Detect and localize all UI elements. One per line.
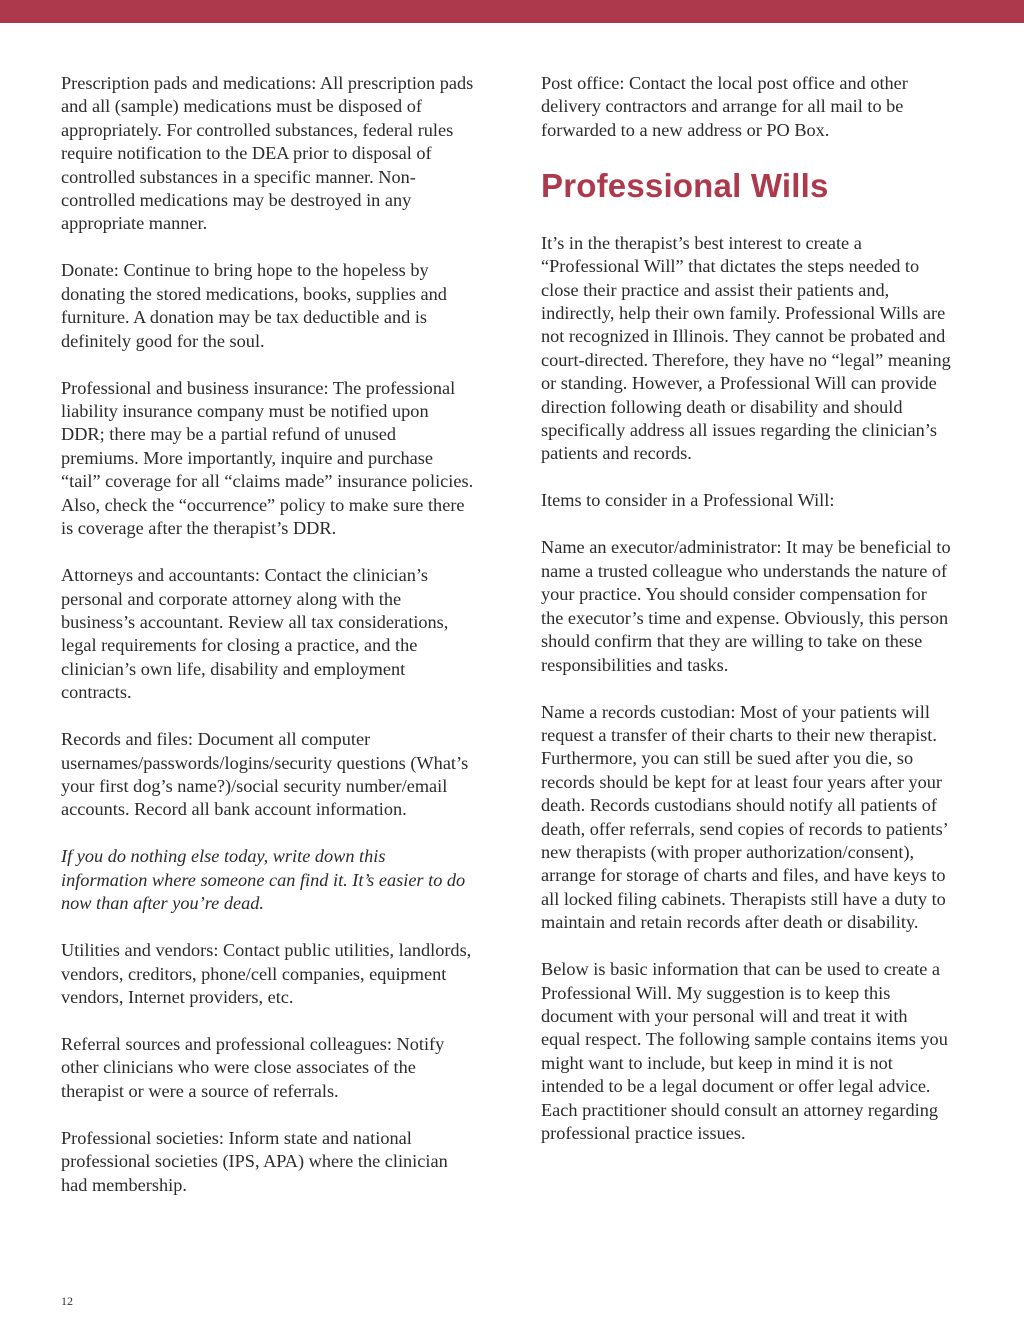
paragraph-professional-societies: Professional societies: Inform state and national professional societies (IPS, APA) where the clinician had membership. [61, 1127, 448, 1195]
paragraph-attorneys: Attorneys and accountants: Contact the clinician’s personal and corporate attorney along with the business’s accountant. Review all tax considerations, legal requirements for closing a practice, and the clinician’s own life, disability and employment contracts. [61, 565, 449, 703]
paragraph-donate: Donate: Continue to bring hope to the hopeless by donating the stored medications, books, supplies and furniture. A donation may be tax deductible and is definitely good for the soul. [61, 260, 447, 351]
header-accent-bar [0, 0, 1024, 23]
paragraph-italic-note: If you do nothing else today, write down this information where someone can find it. It’s easier to do now than after you’re dead. [61, 846, 466, 914]
paragraph-post-office: Post office: Contact the local post office and other delivery contractors and arrange for all mail to be forwarded to a new address or PO Box. [541, 73, 908, 140]
paragraph-records-files: Records and files: Document all computer usernames/passwords/logins/security questions (What’s your first dog’s name?)/social security number/email accounts. Record all bank account information. [61, 729, 469, 820]
left-column [61, 72, 476, 1221]
paragraph-prescription-pads: Prescription pads and medications: All prescription pads and all (sample) medications must be disposed of appropriately. For controlled substances, federal rules require notification to the DEA prior to disposal of controlled substances in a specific manner. Non-controlled medications may be destroyed in any appropriate manner. [61, 73, 474, 234]
paragraph-referral-sources: Referral sources and professional colleagues: Notify other clinicians who were close associates of the therapist or were a source of referrals. [61, 1033, 445, 1101]
paragraph-professional-will-intro: It’s in the therapist’s best interest to create a “Professional Will” that dictates the steps needed to close their practice and assist their patients and, indirectly, help their own family. Professional Wills are not recognized in Illinois. They cannot be probated and court-directed. Therefore, they have no “legal” meaning or standing. However, a Professional Will can provide direction following death or disability and should specifically address all issues regarding the clinician’s patients and records. [541, 232, 951, 464]
paragraph-executor: Name an executor/administrator: It may be beneficial to name a trusted colleague who understands the nature of your practice. You should consider compensation for the executor’s time and expense. Obviously, this person should confirm that they are willing to take on these responsibilities and tasks. [541, 537, 951, 675]
paragraph-basic-information: Below is basic information that can be used to create a Professional Will. My suggestion is to keep this document with your personal will and treat it with equal respect. The following sample contains items you might want to include, but keep in mind it is not intended to be a legal document or offer legal advice. Each practitioner should consult an attorney regarding professional practice issues. [541, 959, 948, 1143]
paragraph-utilities: Utilities and vendors: Contact public utilities, landlords, vendors, creditors, phone/cell companies, equipment vendors, Internet providers, etc. [61, 940, 472, 1007]
section-heading: Professional Wills [541, 166, 829, 204]
right-column [541, 72, 951, 1169]
paragraph-records-custodian: Name a records custodian: Most of your patients will request a transfer of their charts to their new therapist. Furthermore, you can still be sued after you die, so records should be kept for at least four years after your death. Records custodians should notify all patients of death, offer referrals, send copies of records to patients’ new therapists (with proper authorization/consent), arrange for storage of charts and files, and have keys to all locked filing cabinets. Therapists still have a duty to maintain and retain records after death or disability. [541, 701, 948, 933]
paragraph-items-to-consider: Items to consider in a Professional Will: [541, 490, 835, 511]
page-number: 12 [61, 1294, 73, 1308]
paragraph-insurance: Professional and business insurance: The professional liability insurance company must be notified upon DDR; there may be a partial refund of unused premiums. More importantly, inquire and purchase “tail” coverage for all “claims made” insurance policies. Also, check the “occurrence” policy to make sure there is coverage after the therapist’s DDR. [61, 377, 474, 539]
